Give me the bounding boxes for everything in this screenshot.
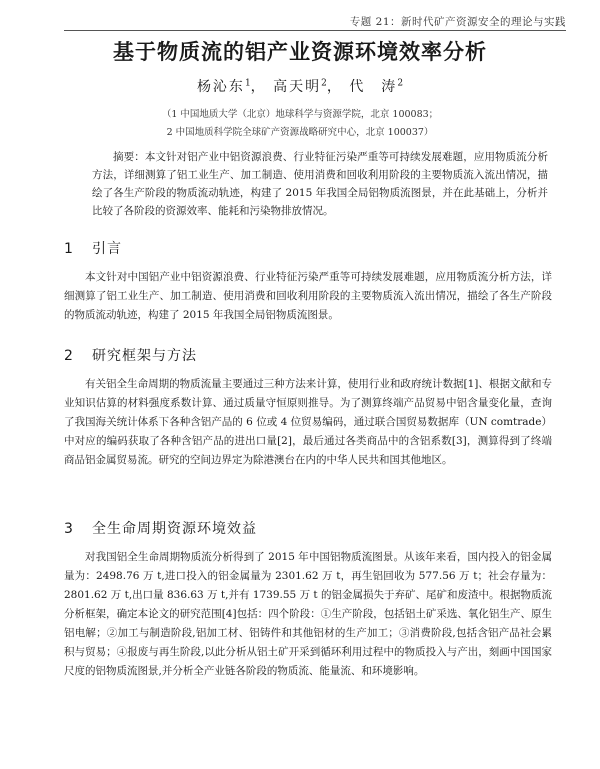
section-heading xyxy=(64,238,122,258)
section-heading xyxy=(64,518,257,538)
affiliation-line: 2 中国地质科学院全球矿产资源战略研究中心，北京 100037） xyxy=(166,127,434,138)
paragraph: 有关铝全生命周期的物质流量主要通过三种方法来计算，使用行业和政府统计数据[1]、根据文献和专业知识估算的材料强度系数计算、通过质量守恒原则推导。为了测算终端产品贸易中铝含量变化量，查询了我国海关统计体系下各种含铝产品的 6 位或 4 位贸易编码，通过联合国贸易数据库（UN comtrade）中对应的编码获取了各种含铝产品的进出口量[2]，最后通过各类商品中的含铝系数[3]，测算得到了终端商品铝金属贸易流。研究的空间边界定为除港澳台在内的中华人民共和国其他地区。 xyxy=(64,378,552,466)
paragraph: 本文针对中国铝产业中铝资源浪费、行业特征污染严重等可持续发展难题，应用物质流分析方法，详细测算了铝工业生产、加工制造、使用消费和回收利用阶段的主要物质流入流出情况，描绘了各生产阶段的物质流动轨迹，构建了 2015 年我国全局铝物质流图景。 xyxy=(64,271,552,321)
section-number: 1 xyxy=(64,241,74,257)
section-title: 研究框架与方法 xyxy=(92,348,197,364)
abstract-label: 摘要： xyxy=(113,151,145,163)
paragraph: 对我国铝全生命周期物质流分析得到了 2015 年中国铝物质流图景。从该年来看，国内投入的铝金属量为：2498.76 万 t,进口投入的铝金属量为 2301.62 万 t，再生铝回收为 577.56 万 t；社会存量为：2801.62 万 t,出口量 836.63 万 t,并有 1739.55 万 t 的铝金属损失于弃矿、尾矿和废渣中。根据物质流分析框架，确定本论文的研究范围[4]包括：四个阶段：①生产阶段，包括铝土矿采选、氧化铝生产、原生铝电解；②加工与制造阶段,铝加工材、铝铸件和其他铝材的生产加工；③消费阶段,包括含铝产品社会累积与贸易；④报废与再生阶段,以此分析从铝土矿开采到循环利用过程中的物质投入与产出，刻画中国国家尺度的铝物质流图景,并分析全产业链各阶段的物质流、能量流、和环境影响。 xyxy=(64,551,552,677)
author-affiliation-mark: 2 xyxy=(397,78,404,89)
author-list: 杨沁东$^1$， 高天明$^2$， 代 涛$^2$ xyxy=(196,78,404,95)
affiliation-line: （1 中国地质大学（北京）地球科学与资源学院，北京 100083； xyxy=(161,109,439,120)
author-affiliation-mark: 2 xyxy=(321,78,327,89)
section-title: 引言 xyxy=(92,241,122,257)
author-name: 代 涛 xyxy=(349,79,398,95)
section-heading xyxy=(64,345,197,365)
section-number: 2 xyxy=(64,348,74,364)
section-title: 全生命周期资源环境效益 xyxy=(92,521,257,537)
running-header: 专题 21：新时代矿产资源安全的理论与实践 xyxy=(349,16,566,28)
abstract xyxy=(92,148,548,220)
author-affiliation-mark: 1 xyxy=(244,78,251,89)
section-number: 3 xyxy=(64,521,74,537)
author-name: 高天明 xyxy=(273,79,322,95)
paper-title: 基于物质流的铝产业资源环境效率分析 xyxy=(113,40,487,64)
author-name: 杨沁东 xyxy=(196,79,245,95)
header-rule xyxy=(64,30,566,31)
abstract-text: 本文针对铝产业中铝资源浪费、行业特征污染严重等可持续发展难题，应用物质流分析方法，详细测算了铝工业生产、加工制造、使用消费和回收利用阶段的主要物质流入流出情况，描绘了各生产阶段的物质流动轨迹，构建了 2015 年我国全局铝物质流图景，并在此基础上，分析并比较了各阶段的资源效率、能耗和污染物排放情况。 xyxy=(92,151,549,217)
